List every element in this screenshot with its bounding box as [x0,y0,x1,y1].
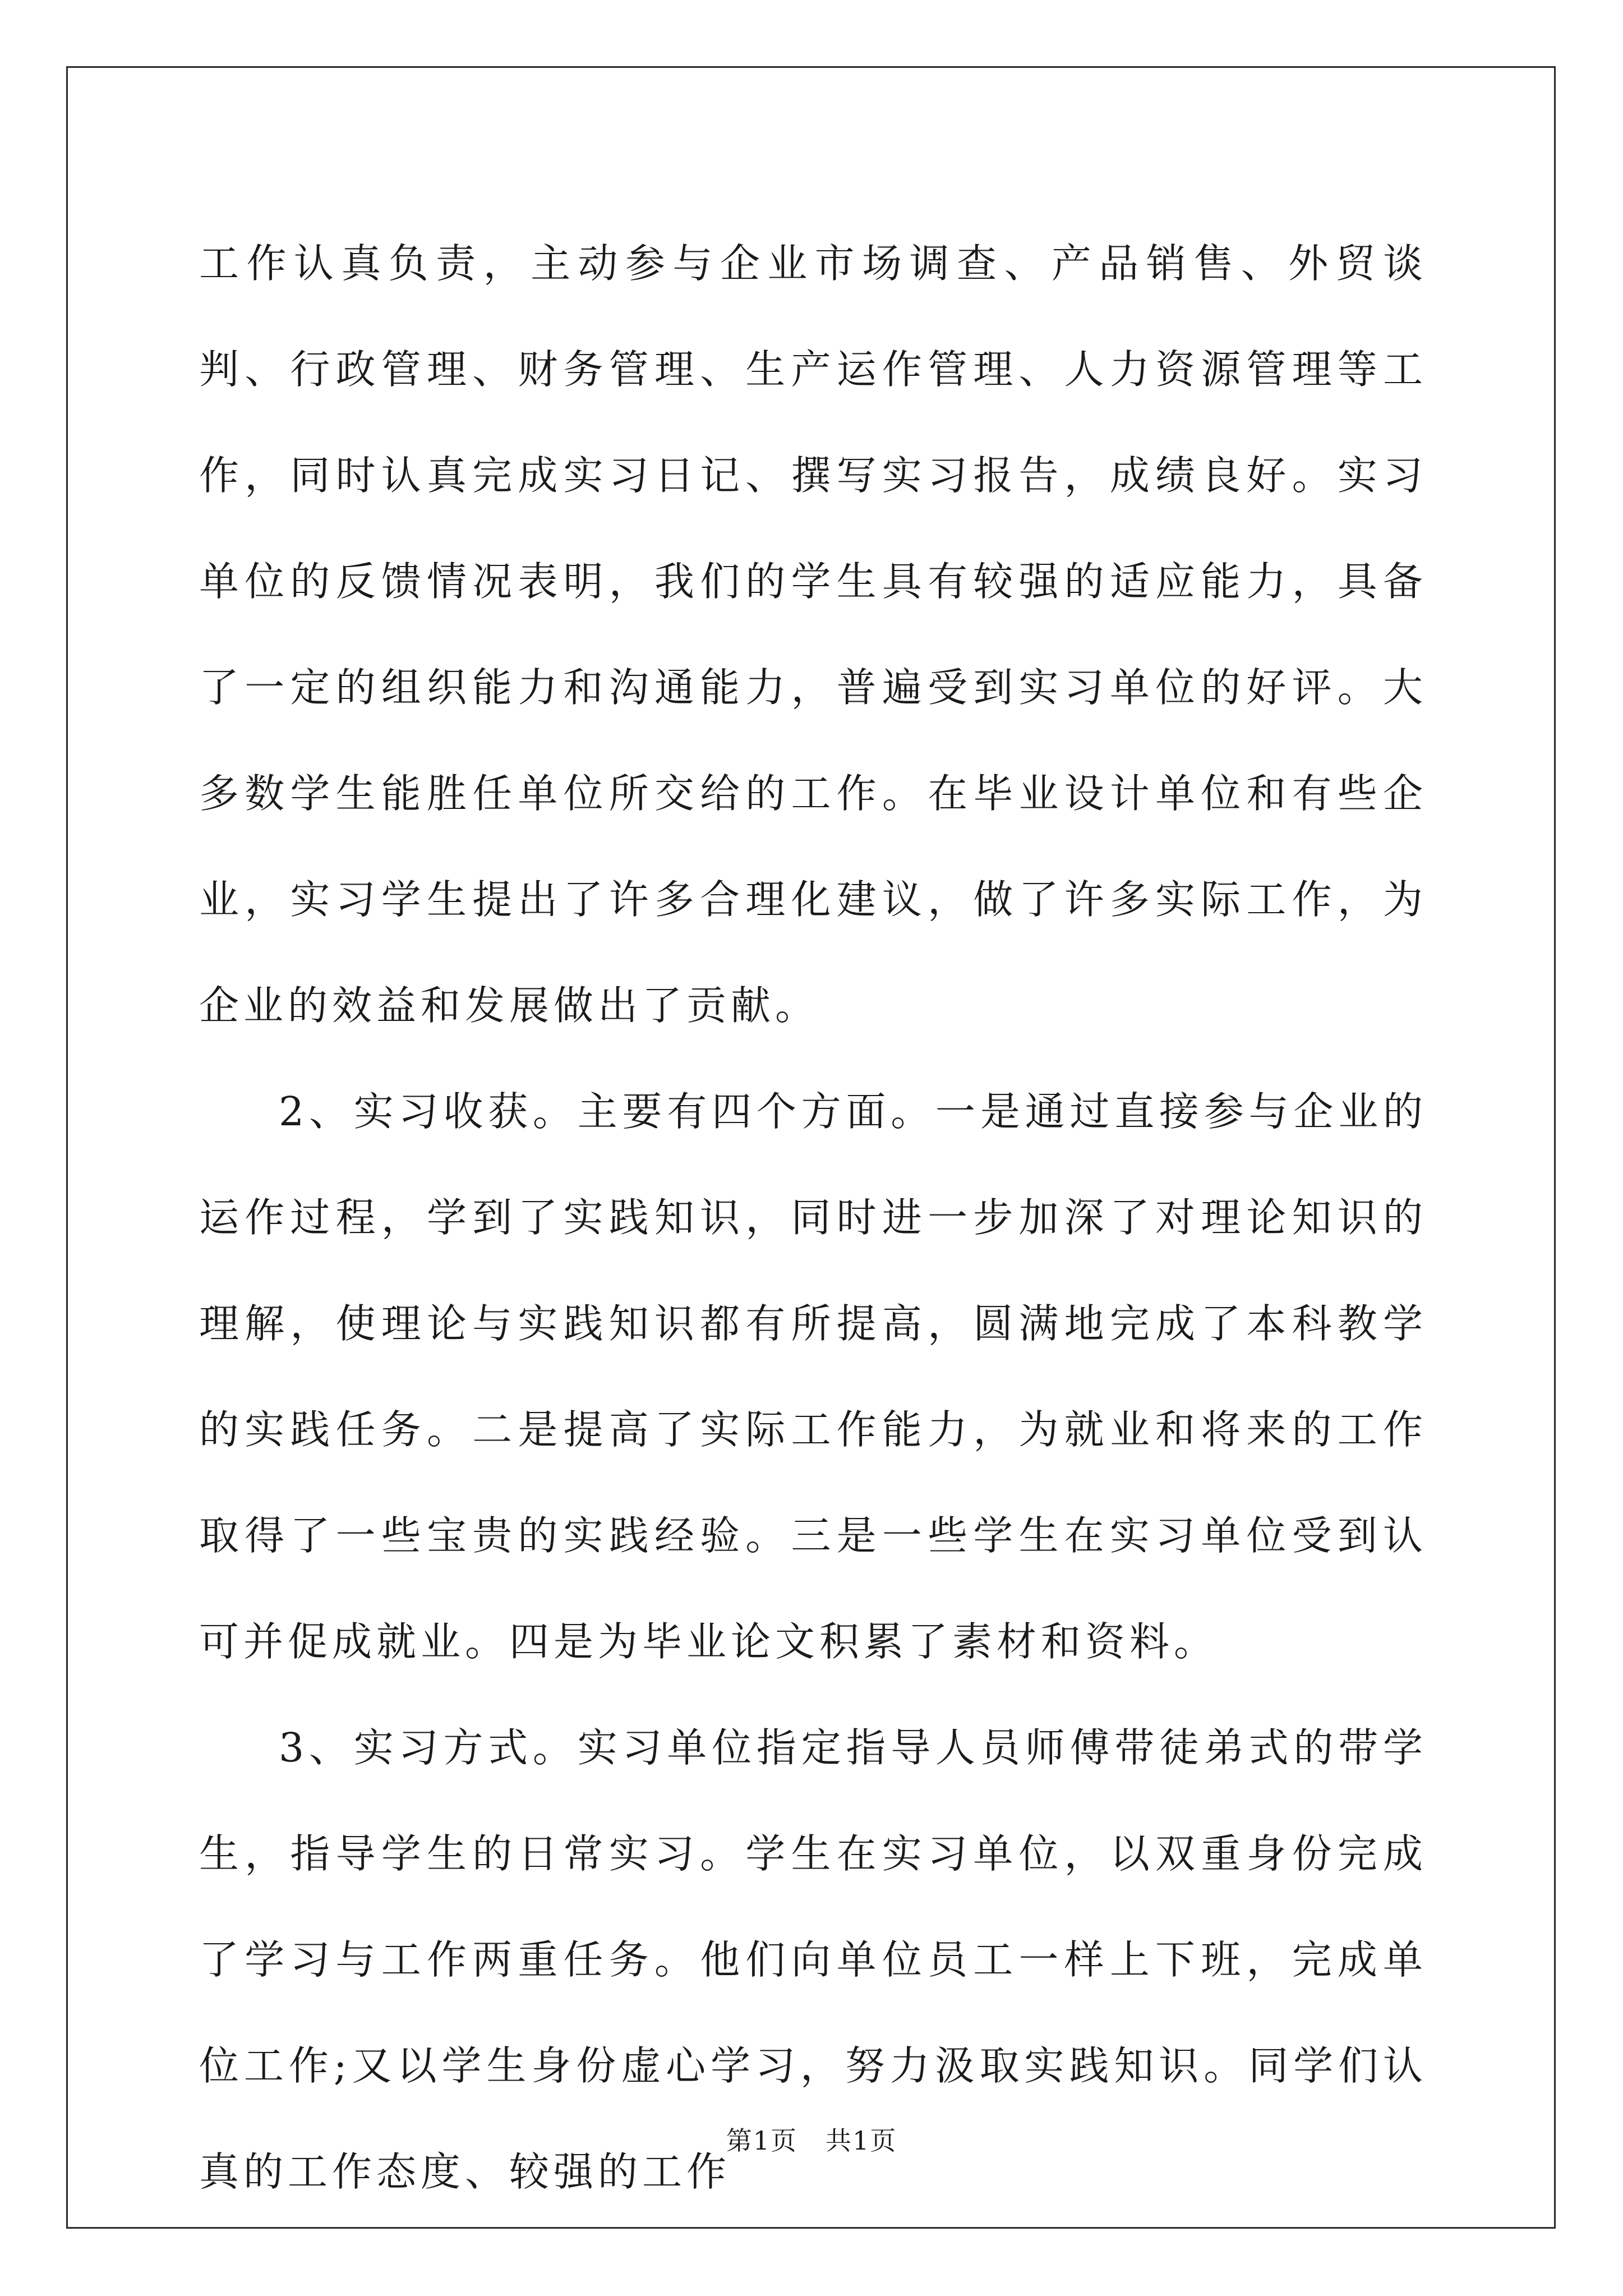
paragraph-continuation: 工作认真负责，主动参与企业市场调查、产品销售、外贸谈判、行政管理、财务管理、生产运作管理、人力资源管理等工作，同时认真完成实习日记、撰写实习报告，成绩良好。实习单位的反馈情况表明，我们的学生具有较强的适应能力，具备了一定的组织能力和沟通能力，普遍受到实习单位的好评。大多数学生能胜任单位所交给的工作。在毕业设计单位和有些企业，实习学生提出了许多合理化建议，做了许多实际工作，为企业的效益和发展做出了贡献。 [199,240,1427,1029]
paragraph-internship-method: 3、实习方式。实习单位指定指导人员师傅带徒弟式的带学生，指导学生的日常实习。学生在实习单位，以双重身份完成了学习与工作两重任务。他们向单位员工一样上下班，完成单位工作;又以学生身份虚心学习，努力汲取实践知识。同学们认真的工作态度、较强的工作 [199,1724,1427,2195]
page-number: 第1页 [726,2125,797,2156]
page-footer [0,2120,1623,2157]
paragraph-internship-gains: 2、实习收获。主要有四个方面。一是通过直接参与企业的运作过程，学到了实践知识，同时进一步加深了对理论知识的理解，使理论与实践知识都有所提高，圆满地完成了本科教学的实践任务。二是提高了实际工作能力，为就业和将来的工作取得了一些宝贵的实践经验。三是一些学生在实习单位受到认可并促成就业。四是为毕业论文积累了素材和资料。 [199,1088,1427,1665]
document-body [199,210,1427,2225]
page-total: 共1页 [826,2125,897,2156]
